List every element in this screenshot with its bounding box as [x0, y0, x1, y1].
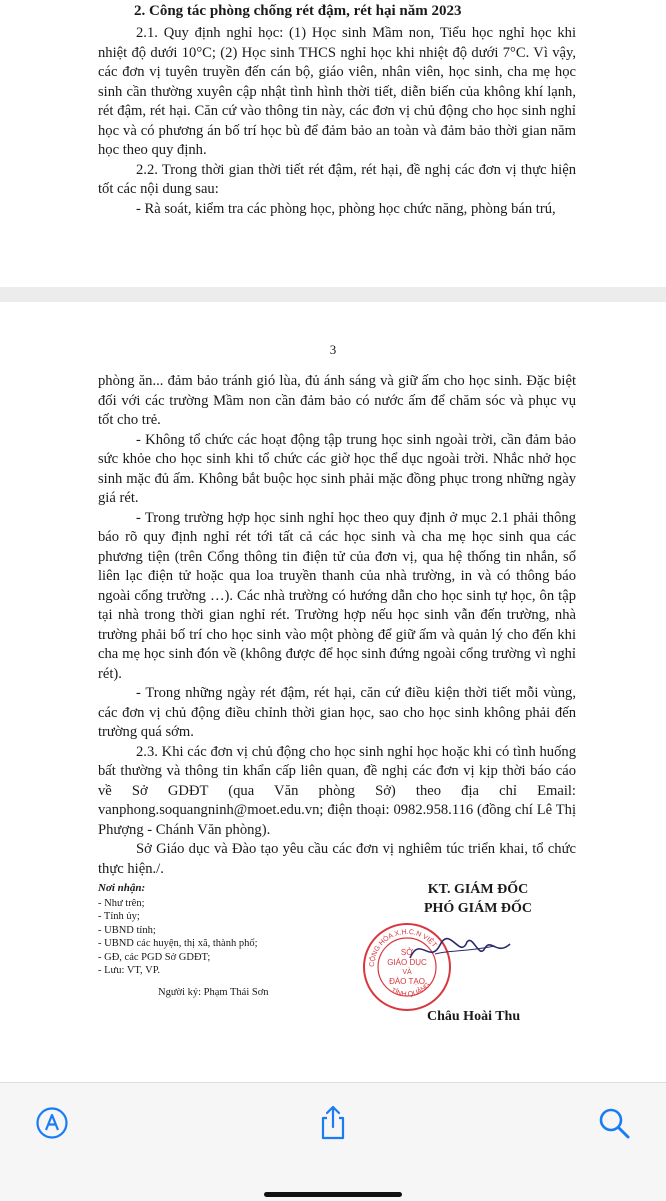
seal-outer-bottom: TỈNH QUẢNG: [389, 981, 433, 999]
recipients-title: Nơi nhận:: [98, 882, 146, 894]
paragraph: - Trong những ngày rét đậm, rét hại, căn cứ điều kiện thời tiết mỗi vùng, các đơn vị chủ động điều chỉnh thời gian học, sao cho học sinh không phải đến trường quá sớm.: [98, 685, 576, 740]
seal-center-line: SỞ: [400, 948, 414, 957]
page2-body: [98, 372, 576, 879]
paragraph: - Không tổ chức các hoạt động tập trung học sinh ngoài trời, cần đảm bảo sức khỏe cho học sinh khi tổ chức các giờ học thể dục ngoài trời. Nhắc nhở học sinh mặc đủ ấm. Không bắt buộc học sinh phải mặc đồng phục trong những ngày giá rét.: [98, 431, 576, 506]
markup-button[interactable]: [30, 1101, 74, 1145]
recipient-item: - UBND các huyện, thị xã, thành phố;: [98, 938, 258, 949]
handwritten-signature-icon: [405, 930, 515, 970]
paragraph: 2.2. Trong thời gian thời tiết rét đậm, rét hại, đề nghị các đơn vị thực hiện tốt các nội dung sau:: [98, 161, 576, 197]
recipient-item: - Tỉnh ủy;: [98, 911, 140, 922]
recipient-item: - Lưu: VT, VP.: [98, 965, 160, 976]
document-page-2: [0, 0, 666, 287]
seal-center-line: VÀ: [402, 969, 412, 976]
bottom-toolbar: [0, 1082, 666, 1201]
page1-body: [98, 24, 576, 219]
paragraph: - Trong trường hợp học sinh nghỉ học theo quy định ở mục 2.1 phải thông báo rõ quy định nghỉ rét tới tất cả các học sinh và cha mẹ học sinh qua các phương tiện (trên Cổng thông tin điện tử của đơn vị, qua hệ thống tin nhắn, sổ liên lạc điện tử hoặc qua loa truyền thanh của nhà trường, in và có thông báo ngoài cổng trường …). Các nhà trường có hướng dẫn cho học sinh tự học, ôn tập tại nhà trong thời gian nghỉ rét. Trường hợp nếu học sinh vẫn đến trường, nhà trường phải bố trí cho học sinh vào một phòng để giữ ấm và quản lý cho đến khi cha mẹ học sinh đón về (không được để học sinh đứng ngoài cổng trường vì nghỉ rét).: [98, 509, 576, 682]
search-button[interactable]: [592, 1101, 636, 1145]
signature-subtitle: PHÓ GIÁM ĐỐC: [423, 901, 533, 916]
recipient-item: - GĐ, các PGD Sở GDĐT;: [98, 951, 211, 963]
recipient-item: - UBND tỉnh;: [98, 924, 156, 936]
home-indicator[interactable]: [264, 1192, 402, 1197]
search-icon: [597, 1106, 631, 1140]
section-heading: 2. Công tác phòng chống rét đậm, rét hại năm 2023: [134, 3, 462, 19]
page-number: 3: [329, 342, 337, 357]
share-icon: [316, 1104, 350, 1142]
page-separator: [0, 287, 666, 302]
paragraph: - Rà soát, kiểm tra các phòng học, phòng học chức năng, phòng bán trú,: [136, 200, 556, 217]
paragraph: 2.1. Quy định nghỉ học: (1) Học sinh Mầm non, Tiểu học nghỉ học khi nhiệt độ dưới 10°C; (2) Học sinh THCS nghỉ học khi nhiệt độ dưới 7°C. Vì vậy, các đơn vị tuyên truyền đến cán bộ, giáo viên, nhân viên, học sinh, cha mẹ học sinh cần thường xuyên cập nhật tình hình thời tiết, diễn biến của không khí lạnh, rét đậm, rét hại. Căn cứ vào thông tin này, các đơn vị chủ động cho học sinh nghỉ học và có phương án bố trí học bù để đảm bảo an toàn và đảm bảo thời gian năm học theo quy định.: [98, 25, 576, 158]
signer-note: Người ký: Phạm Thái Sơn: [158, 986, 269, 998]
paragraph: phòng ăn... đảm bảo tránh gió lùa, đủ ánh sáng và giữ ấm cho học sinh. Đặc biệt đối với các trường Mầm non cần đảm bảo có nước ấm để chăm sóc và phục vụ tốt cho trẻ.: [98, 373, 576, 428]
paragraph: Sở Giáo dục và Đào tạo yêu cầu các đơn vị nghiêm túc triển khai, tổ chức thực hiện./.: [98, 841, 576, 877]
markup-pen-icon: [35, 1106, 69, 1140]
signature-block: [360, 880, 596, 918]
document-page-3: [0, 302, 666, 1082]
recipient-item: - Như trên;: [98, 897, 145, 909]
seal-center-line: ĐÀO TẠO: [389, 977, 425, 986]
share-button[interactable]: [311, 1101, 355, 1145]
paragraph: 2.3. Khi các đơn vị chủ động cho học sinh nghỉ học hoặc khi có tình huống bất thường và thông tin khẩn cấp liên quan, đề nghị các đơn vị kịp thời báo cáo về Sở GDĐT (qua Văn phòng Sở) theo địa chỉ Email: vanphong.soquangninh@moet.edu.vn; điện thoại: 0982.958.116 (đồng chí Lê Thị Phượng - Chánh Văn phòng).: [98, 743, 576, 838]
seal-center-line: GIÁO DỤC: [387, 958, 427, 967]
recipients-block: [98, 882, 318, 999]
seal-outer-top: CỘNG HÒA X.H.C.N VIỆT: [368, 928, 438, 968]
signer-name: Châu Hoài Thu: [427, 1009, 521, 1024]
signature-title: KT. GIÁM ĐỐC: [427, 882, 529, 897]
